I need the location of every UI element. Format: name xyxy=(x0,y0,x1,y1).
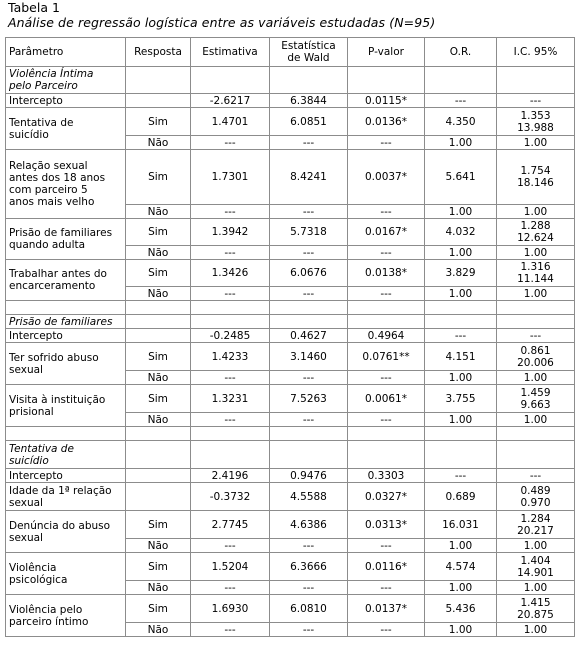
parameter-line: parceiro íntimo xyxy=(9,615,89,628)
or-cell: 4.350 xyxy=(425,108,497,136)
or-cell: 1.00 xyxy=(425,539,497,553)
wald-cell: --- xyxy=(270,371,348,385)
resposta-cell: Não xyxy=(126,623,191,637)
resposta-cell: Não xyxy=(126,371,191,385)
ic-cell: --- xyxy=(497,469,575,483)
header-resposta: Resposta xyxy=(126,38,191,67)
pvalor-cell: 0.0136* xyxy=(348,108,425,136)
ic-high: 20.006 xyxy=(517,356,554,369)
resposta-cell: Sim xyxy=(126,260,191,287)
header-or: O.R. xyxy=(425,38,497,67)
resposta-cell: Não xyxy=(126,581,191,595)
parameter-line: prisional xyxy=(9,405,54,418)
parameter-cell xyxy=(6,343,126,385)
table-caption-title: Tabela 1 xyxy=(8,0,60,15)
wald-cell: 7.5263 xyxy=(270,385,348,413)
ic-cell xyxy=(497,553,575,581)
ic-low: 1.404 xyxy=(520,554,551,567)
or-cell: 5.436 xyxy=(425,595,497,623)
estimativa-cell: 1.5204 xyxy=(191,553,270,581)
ic-cell: 1.00 xyxy=(497,539,575,553)
wald-cell: 3.1460 xyxy=(270,343,348,371)
table-row xyxy=(6,108,575,136)
header-wald xyxy=(270,38,348,67)
estimativa-cell: 1.6930 xyxy=(191,595,270,623)
parameter-line: com parceiro 5 xyxy=(9,184,88,196)
pvalor-cell: 0.0037* xyxy=(348,150,425,205)
or-cell: 4.151 xyxy=(425,343,497,371)
wald-cell: --- xyxy=(270,623,348,637)
estimativa-cell: 2.4196 xyxy=(191,469,270,483)
ic-low: 0.861 xyxy=(520,344,551,357)
intercept-row xyxy=(6,329,575,343)
or-cell: 1.00 xyxy=(425,205,497,219)
pvalor-cell: --- xyxy=(348,205,425,219)
parameter-cell xyxy=(6,385,126,427)
or-cell: 4.574 xyxy=(425,553,497,581)
ic-cell xyxy=(497,150,575,205)
ic-low: 1.415 xyxy=(520,596,551,609)
resposta-cell: Sim xyxy=(126,511,191,539)
section-title-line1: Tentativa de xyxy=(9,442,74,455)
section-title-line2: pelo Parceiro xyxy=(9,80,78,92)
ic-cell xyxy=(497,260,575,287)
intercept-row xyxy=(6,469,575,483)
parameter-line: Prisão de familiares xyxy=(9,227,113,239)
estimativa-cell: 1.7301 xyxy=(191,150,270,205)
pvalor-cell: 0.0137* xyxy=(348,595,425,623)
resposta-cell: Não xyxy=(126,413,191,427)
resposta-cell: Sim xyxy=(126,595,191,623)
intercept-row xyxy=(6,94,575,108)
pvalor-cell: 0.0761** xyxy=(348,343,425,371)
parameter-line: Trabalhar antes do xyxy=(9,268,107,280)
estimativa-cell: 2.7745 xyxy=(191,511,270,539)
pvalor-cell: 0.0138* xyxy=(348,260,425,287)
wald-cell: 5.7318 xyxy=(270,219,348,246)
regression-table xyxy=(5,37,575,637)
parameter-line: sexual xyxy=(9,496,43,509)
ic-high: 11.144 xyxy=(517,273,554,285)
ic-high: 12.624 xyxy=(517,232,554,244)
parameter-line: Visita à instituição xyxy=(9,393,106,406)
estimativa-cell: -0.2485 xyxy=(191,329,270,343)
ic-cell: 1.00 xyxy=(497,246,575,260)
resposta-cell: Não xyxy=(126,136,191,150)
parameter-line: Idade da 1ª relação xyxy=(9,484,112,497)
estimativa-cell: --- xyxy=(191,539,270,553)
pvalor-cell: 0.3303 xyxy=(348,469,425,483)
wald-cell: --- xyxy=(270,581,348,595)
estimativa-cell: -2.6217 xyxy=(191,94,270,108)
section-title-row xyxy=(6,315,575,329)
ic-cell: 1.00 xyxy=(497,581,575,595)
intercept-label: Intercepto xyxy=(6,469,126,483)
pvalor-cell: 0.0116* xyxy=(348,553,425,581)
section-title-line1: Violência Íntima xyxy=(9,68,94,80)
parameter-line: Ter sofrido abuso xyxy=(9,351,99,364)
or-cell: 1.00 xyxy=(425,371,497,385)
parameter-cell xyxy=(6,150,126,219)
or-cell: 1.00 xyxy=(425,287,497,301)
estimativa-cell: 1.4233 xyxy=(191,343,270,371)
table-caption-subtitle: Análise de regressão logística entre as variáveis estudadas (N=95) xyxy=(8,15,436,30)
estimativa-cell: -0.3732 xyxy=(191,483,270,511)
ic-low: 1.288 xyxy=(520,220,551,232)
or-cell: 3.755 xyxy=(425,385,497,413)
parameter-line: suicídio xyxy=(9,128,49,141)
ic-cell: 1.00 xyxy=(497,623,575,637)
or-cell: 5.641 xyxy=(425,150,497,205)
table-row xyxy=(6,219,575,246)
or-cell: --- xyxy=(425,469,497,483)
section-title-row xyxy=(6,67,575,94)
ic-cell xyxy=(497,108,575,136)
or-cell: 1.00 xyxy=(425,581,497,595)
table-row xyxy=(6,385,575,413)
resposta-cell: Sim xyxy=(126,385,191,413)
or-cell: 3.829 xyxy=(425,260,497,287)
resposta-cell: Não xyxy=(126,205,191,219)
section-title-line2: suicídio xyxy=(9,454,49,467)
parameter-cell xyxy=(6,219,126,260)
or-cell: 16.031 xyxy=(425,511,497,539)
ic-cell xyxy=(497,511,575,539)
table-row xyxy=(6,483,575,511)
ic-cell xyxy=(497,343,575,371)
pvalor-cell: 0.0327* xyxy=(348,483,425,511)
ic-low: 0.489 xyxy=(520,484,551,497)
pvalor-cell: --- xyxy=(348,413,425,427)
header-wald-line1: Estatística xyxy=(281,40,336,52)
pvalor-cell: --- xyxy=(348,581,425,595)
wald-cell: 6.3844 xyxy=(270,94,348,108)
header-wald-line2: de Wald xyxy=(287,52,330,64)
estimativa-cell: --- xyxy=(191,136,270,150)
ic-cell: 1.00 xyxy=(497,413,575,427)
parameter-line: Tentativa de xyxy=(9,116,74,129)
header-parametro: Parâmetro xyxy=(6,38,126,67)
ic-cell xyxy=(497,219,575,246)
section-title: Prisão de familiares xyxy=(6,315,126,329)
wald-cell: 6.0676 xyxy=(270,260,348,287)
pvalor-cell: --- xyxy=(348,539,425,553)
parameter-line: psicológica xyxy=(9,573,68,586)
resposta-cell: Sim xyxy=(126,553,191,581)
estimativa-cell: --- xyxy=(191,371,270,385)
or-cell: 0.689 xyxy=(425,483,497,511)
pvalor-cell: 0.0115* xyxy=(348,94,425,108)
parameter-line: Relação sexual xyxy=(9,160,88,172)
wald-cell: --- xyxy=(270,287,348,301)
estimativa-cell: --- xyxy=(191,246,270,260)
or-cell: 1.00 xyxy=(425,623,497,637)
parameter-line: Denúncia do abuso xyxy=(9,519,111,532)
wald-cell: 6.0810 xyxy=(270,595,348,623)
table-row xyxy=(6,553,575,581)
resposta-cell: Sim xyxy=(126,219,191,246)
pvalor-cell: --- xyxy=(348,623,425,637)
parameter-line: sexual xyxy=(9,531,43,544)
parameter-line: antes dos 18 anos xyxy=(9,172,106,184)
parameter-cell xyxy=(6,108,126,150)
table-row xyxy=(6,260,575,287)
wald-cell: 8.4241 xyxy=(270,150,348,205)
parameter-cell xyxy=(6,260,126,301)
parameter-line: anos mais velho xyxy=(9,196,95,208)
wald-cell: 0.9476 xyxy=(270,469,348,483)
or-cell: 4.032 xyxy=(425,219,497,246)
or-cell: 1.00 xyxy=(425,136,497,150)
or-cell: --- xyxy=(425,329,497,343)
estimativa-cell: --- xyxy=(191,413,270,427)
ic-high: 20.217 xyxy=(517,524,554,537)
table-row xyxy=(6,343,575,371)
ic-cell xyxy=(497,595,575,623)
table-row xyxy=(6,595,575,623)
pvalor-cell: --- xyxy=(348,287,425,301)
spacer-row xyxy=(6,301,575,315)
estimativa-cell: 1.3231 xyxy=(191,385,270,413)
or-cell: 1.00 xyxy=(425,246,497,260)
pvalor-cell: 0.0313* xyxy=(348,511,425,539)
estimativa-cell: --- xyxy=(191,205,270,219)
pvalor-cell: --- xyxy=(348,371,425,385)
estimativa-cell: 1.3426 xyxy=(191,260,270,287)
intercept-label: Intercepto xyxy=(6,329,126,343)
parameter-line: Violência xyxy=(9,561,57,574)
wald-cell: --- xyxy=(270,205,348,219)
header-pvalor: P-valor xyxy=(348,38,425,67)
section-title xyxy=(6,67,126,94)
ic-low: 1.459 xyxy=(520,386,551,399)
or-cell: --- xyxy=(425,94,497,108)
wald-cell: --- xyxy=(270,539,348,553)
parameter-cell xyxy=(6,553,126,595)
wald-cell: --- xyxy=(270,246,348,260)
ic-cell xyxy=(497,483,575,511)
ic-cell: 1.00 xyxy=(497,136,575,150)
resposta-cell: Sim xyxy=(126,343,191,371)
wald-cell: --- xyxy=(270,136,348,150)
header-ic: I.C. 95% xyxy=(497,38,575,67)
estimativa-cell: --- xyxy=(191,623,270,637)
ic-high: 14.901 xyxy=(517,566,554,579)
parameter-line: quando adulta xyxy=(9,239,86,251)
ic-low: 1.754 xyxy=(520,165,551,177)
parameter-cell xyxy=(6,595,126,637)
ic-low: 1.316 xyxy=(520,261,551,273)
resposta-cell: Não xyxy=(126,287,191,301)
parameter-line: sexual xyxy=(9,363,43,376)
ic-high: 0.970 xyxy=(520,496,551,509)
ic-high: 9.663 xyxy=(520,398,551,411)
table-header-row xyxy=(6,38,575,67)
ic-cell: --- xyxy=(497,329,575,343)
parameter-line: encarceramento xyxy=(9,280,96,292)
pvalor-cell: --- xyxy=(348,246,425,260)
ic-high: 20.875 xyxy=(517,608,554,621)
resposta-cell: Não xyxy=(126,246,191,260)
parameter-line: Violência pelo xyxy=(9,603,83,616)
ic-low: 1.284 xyxy=(520,512,551,525)
estimativa-cell: 1.3942 xyxy=(191,219,270,246)
estimativa-cell: --- xyxy=(191,287,270,301)
estimativa-cell: 1.4701 xyxy=(191,108,270,136)
section-title xyxy=(6,441,126,469)
parameter-cell xyxy=(6,511,126,553)
ic-low: 1.353 xyxy=(520,109,551,122)
resposta-cell: Não xyxy=(126,539,191,553)
wald-cell: 6.3666 xyxy=(270,553,348,581)
section-title-row xyxy=(6,441,575,469)
resposta-cell: Sim xyxy=(126,150,191,205)
spacer-row xyxy=(6,427,575,441)
ic-high: 18.146 xyxy=(517,177,554,189)
table-row xyxy=(6,150,575,205)
ic-cell: 1.00 xyxy=(497,371,575,385)
table-row xyxy=(6,511,575,539)
ic-cell xyxy=(497,385,575,413)
pvalor-cell: --- xyxy=(348,136,425,150)
intercept-label: Intercepto xyxy=(6,94,126,108)
wald-cell: 6.0851 xyxy=(270,108,348,136)
estimativa-cell: --- xyxy=(191,581,270,595)
header-estimativa: Estimativa xyxy=(191,38,270,67)
ic-cell: --- xyxy=(497,94,575,108)
wald-cell: 4.5588 xyxy=(270,483,348,511)
parameter-cell xyxy=(6,483,126,511)
ic-high: 13.988 xyxy=(517,121,554,134)
resposta-cell: Sim xyxy=(126,108,191,136)
wald-cell: 0.4627 xyxy=(270,329,348,343)
wald-cell: 4.6386 xyxy=(270,511,348,539)
pvalor-cell: 0.0061* xyxy=(348,385,425,413)
wald-cell: --- xyxy=(270,413,348,427)
pvalor-cell: 0.4964 xyxy=(348,329,425,343)
ic-cell: 1.00 xyxy=(497,287,575,301)
pvalor-cell: 0.0167* xyxy=(348,219,425,246)
or-cell: 1.00 xyxy=(425,413,497,427)
ic-cell: 1.00 xyxy=(497,205,575,219)
